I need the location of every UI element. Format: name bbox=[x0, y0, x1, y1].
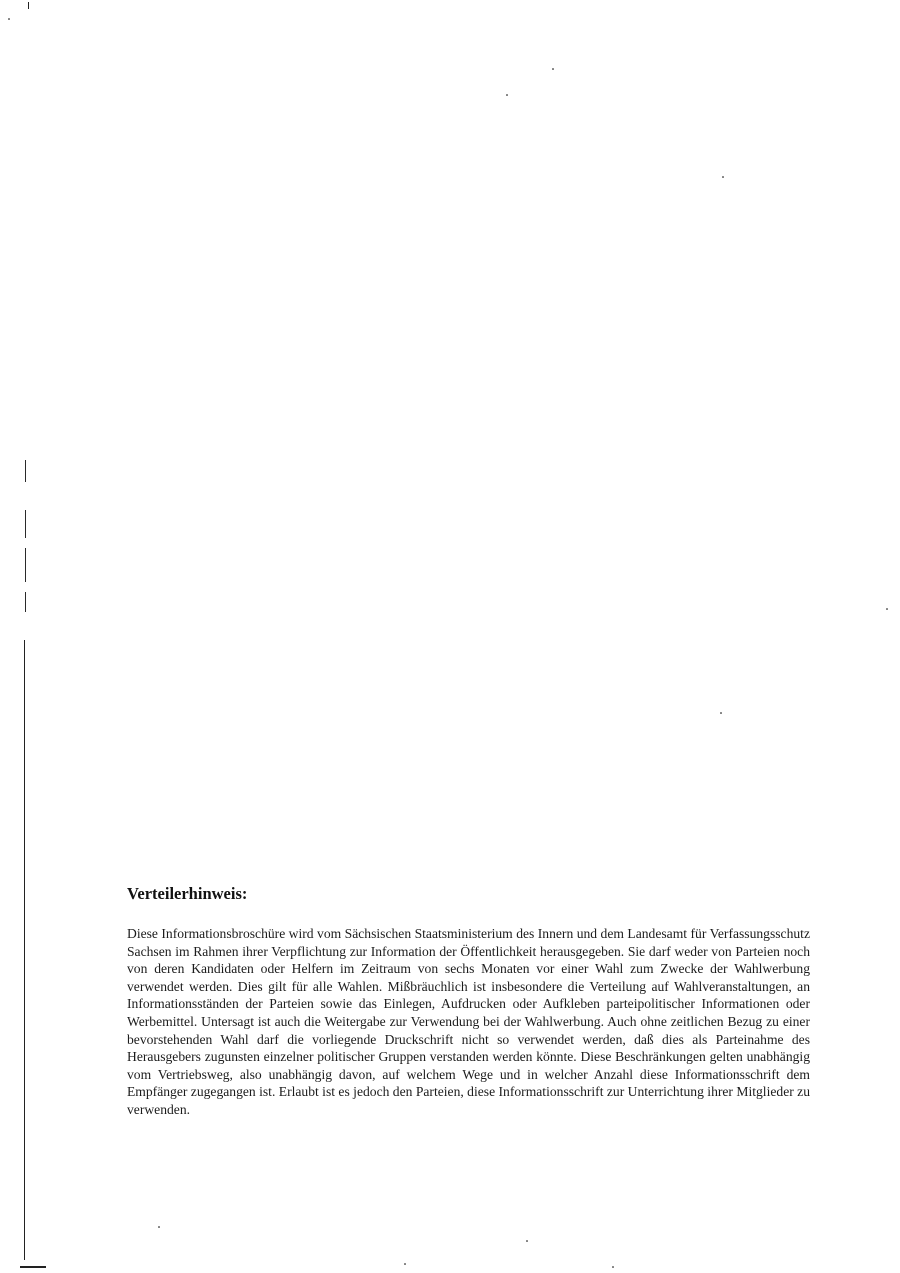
scan-speck bbox=[886, 608, 888, 610]
scan-speck bbox=[404, 1263, 406, 1265]
notice-title: Verteilerhinweis: bbox=[127, 884, 248, 903]
scan-mark bbox=[25, 592, 26, 612]
binding-edge-line bbox=[24, 640, 25, 1260]
scan-mark bbox=[25, 510, 26, 538]
scan-mark bbox=[20, 1266, 46, 1268]
notice-body-text: Diese Informationsbroschüre wird vom Sächsischen Staatsministerium des Innern und dem Landesamt für Verfassungsschutz Sachsen im Rahmen ihrer Verpflichtung zur Information der Öffentlichkeit herausgegeben. Sie darf weder von Parteien noch von deren Kandidaten oder Helfern im Zeitraum von sechs Monaten vor einer Wahl zum Zwecke der Wahlwerbung verwendet werden. Dies gilt für alle Wahlen. Mißbräuchlich ist insbesondere die Verteilung auf Wahlveranstaltungen, an Informationsständen der Parteien sowie das Einlegen, Aufdrucken oder Aufkleben parteipolitischer Informationen oder Werbemittel. Untersagt ist auch die Weitergabe zur Verwendung bei der Wahlwerbung. Auch ohne zeitlichen Bezug zu einer bevorstehenden Wahl darf die vorliegende Druckschrift nicht so verwendet werden, daß dies als Parteinahme des Herausgebers zugunsten einzelner politischer Gruppen verstanden werden könnte. Diese Beschränkungen gelten unabhängig vom Vertriebsweg, also unabhängig davon, auf welchem Wege und in welcher Anzahl diese Informationsschrift dem Empfänger zugegangen ist. Erlaubt ist es jedoch den Parteien, diese Informationsschrift zur Unterrichtung ihrer Mitglieder zu verwenden. bbox=[127, 926, 810, 1117]
scan-mark bbox=[25, 460, 26, 482]
scan-mark bbox=[28, 2, 29, 9]
scan-speck bbox=[552, 68, 554, 70]
scan-speck bbox=[722, 176, 724, 178]
scan-speck bbox=[720, 712, 722, 714]
scan-mark bbox=[25, 548, 26, 582]
distribution-notice bbox=[127, 884, 810, 1119]
scan-speck bbox=[612, 1266, 614, 1268]
scan-speck bbox=[8, 18, 10, 20]
scan-speck bbox=[506, 94, 508, 96]
scan-speck bbox=[158, 1226, 160, 1228]
scan-speck bbox=[526, 1240, 528, 1242]
